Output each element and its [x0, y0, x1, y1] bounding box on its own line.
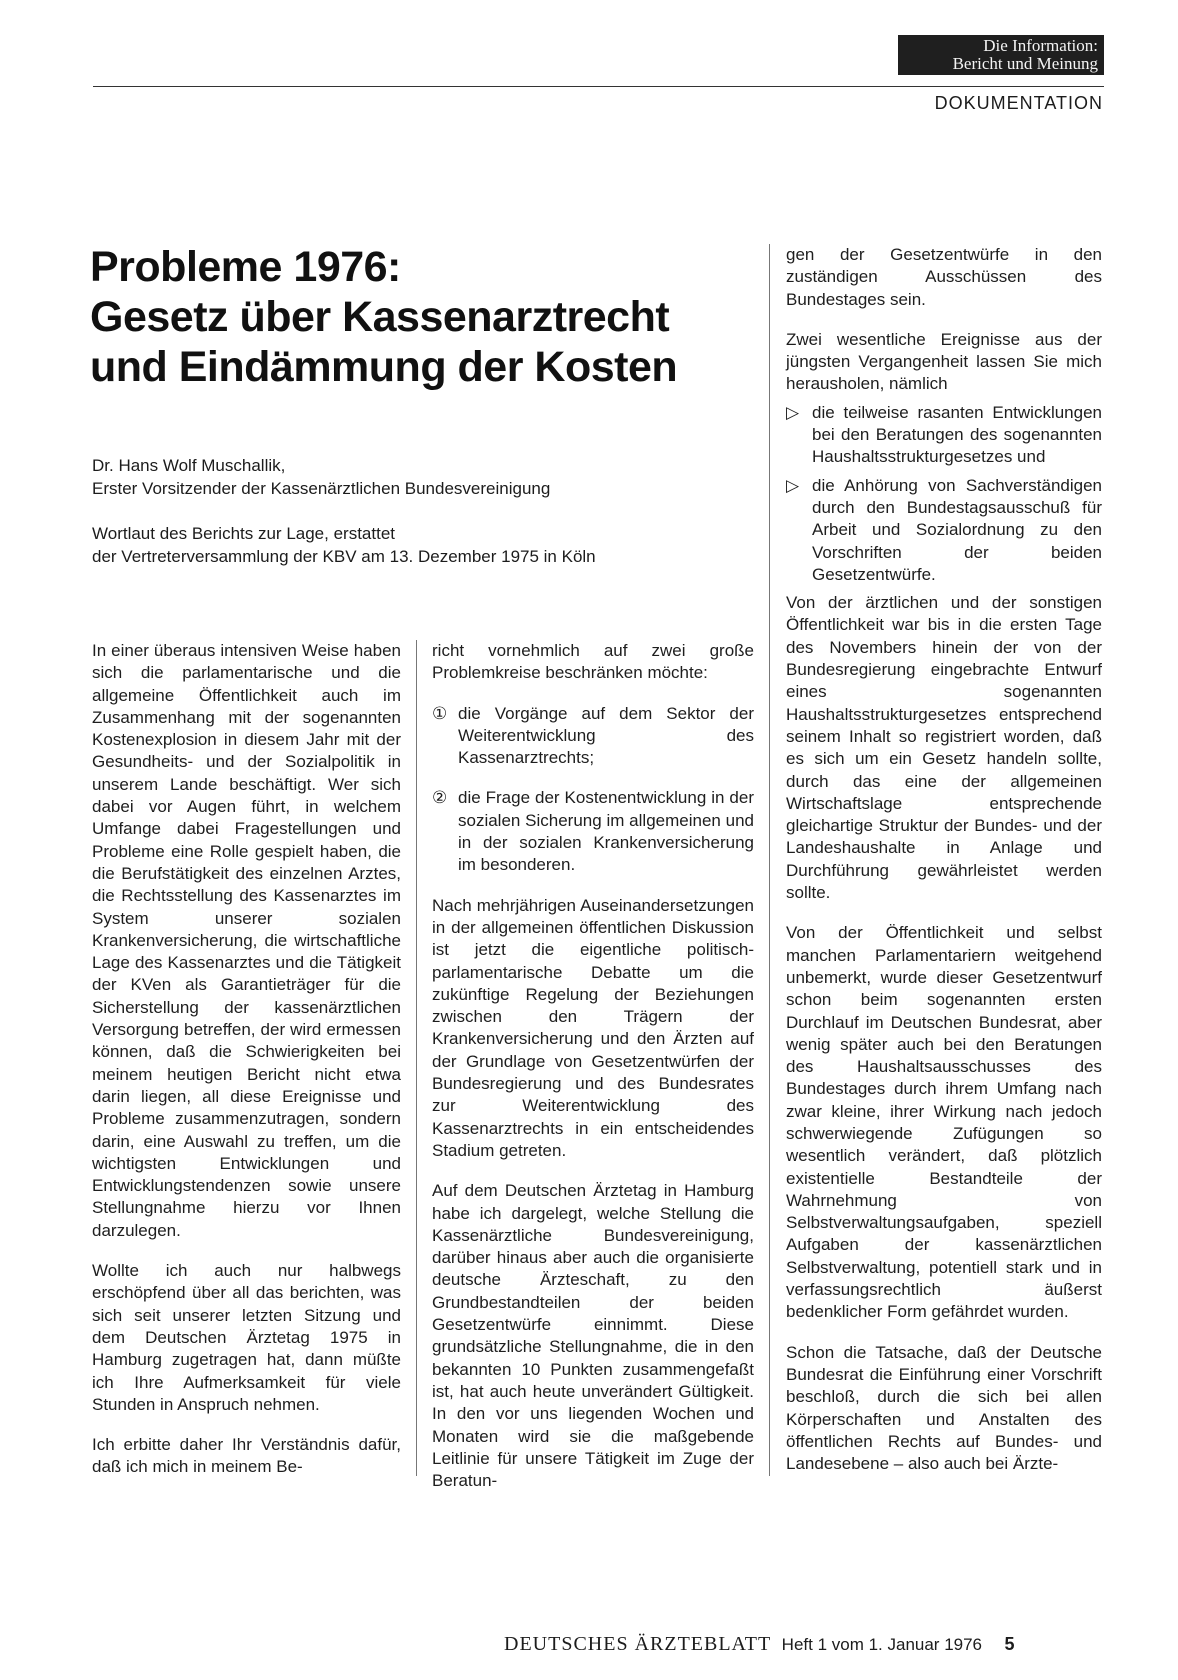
body-paragraph: Von der ärztlichen und der sonstigen Öffentlichkeit war bis in die ersten Tage des Novembers hinein der von der Bundesregierung eingebrachte Entwurf eines sogenannten Haushaltsstrukturgesetzes entsprechend seinem Inhalt so registriert worden, daß es sich um ein Gesetz handeln sollte, durch das eine der allgemeinen Wirtschaftslage entsprechende gleichartige Struktur der Bundes- und der Landeshaushalte in Anlage und Durchführung gewährleistet werden sollte.	[786, 593, 1102, 903]
column-divider	[416, 640, 417, 1476]
column-divider	[769, 244, 770, 1476]
item-number: ②	[432, 788, 448, 808]
numbered-item	[432, 703, 754, 770]
text-column-2	[432, 640, 754, 1492]
author-name: Dr. Hans Wolf Muschallik,	[92, 456, 286, 475]
author-role: Erster Vorsitzender der Kassenärztlichen Bundesvereinigung	[92, 479, 551, 498]
triangle-bullet-icon: ▷	[786, 475, 800, 495]
text-column-1	[92, 640, 401, 1479]
item-text: die Anhörung von Sachverständigen durch den Bundestagsausschuß für Arbeit und Sozialordnung zu den Vorschriften der beiden Gesetzentwürfe.	[812, 475, 1102, 584]
subtitle-line: Wortlaut des Berichts zur Lage, erstattet	[92, 524, 395, 543]
header-rule	[93, 86, 1104, 87]
rubric-box	[898, 35, 1104, 75]
item-number: ①	[432, 703, 448, 723]
rubric-line-2: Bericht und Meinung	[952, 54, 1098, 73]
numbered-item	[432, 787, 754, 876]
body-paragraph: gen der Gesetzentwürfe in den zuständigen Ausschüssen des Bundestages sein.	[786, 245, 1102, 309]
page-number: 5	[1004, 1634, 1015, 1654]
subtitle-line: der Vertreterversammlung der KBV am 13. Dezember 1975 in Köln	[92, 547, 596, 566]
rubric-line-1: Die Information:	[983, 36, 1098, 55]
bullet-item	[786, 402, 1102, 469]
body-paragraph: Nach mehrjährigen Auseinandersetzungen in der allgemeinen öffentlichen Diskussion ist jetzt die eigentliche politisch-parlamentarische Debatte um die zukünftige Regelung der Beziehungen zwischen den Trägern der Krankenversicherung und den Ärzten auf der Grundlage von Gesetzentwürfen der Bundesregierung und des Bundesrates zur Weiterentwicklung des Kassenarztrechts in ein entscheidendes Stadium getreten.	[432, 895, 754, 1160]
page-footer	[504, 1633, 1014, 1656]
title-line: Gesetz über Kassenarztrecht	[90, 293, 670, 341]
author-byline	[92, 454, 732, 500]
item-text: die teilweise rasanten Entwicklungen bei den Beratungen des sogenannten Haushaltsstrukturgesetzes und	[812, 402, 1102, 467]
issue-info: Heft 1 vom 1. Januar 1976	[781, 1635, 983, 1654]
item-text: die Frage der Kostenentwicklung in der sozialen Sicherung im allgemeinen und in der sozialen Krankenversicherung im besonderen.	[458, 788, 754, 875]
text-column-3	[786, 244, 1102, 1475]
body-paragraph: Schon die Tatsache, daß der Deutsche Bundesrat die Einführung einer Vorschrift beschloß, durch die sich bei allen Körperschaften und Anstalten des öffentlichen Rechts auf Bundes- und Landesebene – also auch bei Ärzte-	[786, 1342, 1102, 1474]
item-text: die Vorgänge auf dem Sektor der Weiterentwicklung des Kassenarztrechts;	[458, 703, 754, 768]
section-label: DOKUMENTATION	[934, 93, 1103, 113]
body-paragraph: Ich erbitte daher Ihr Verständnis dafür, daß ich mich in meinem Be-	[92, 1435, 401, 1477]
title-line: Probleme 1976:	[90, 243, 401, 291]
body-paragraph: Von der Öffentlichkeit und selbst manchen Parlamentariern weitgehend unbemerkt, wurde dieser Gesetzentwurf schon beim sogenannten ersten Durchlauf im Deutschen Bundesrat, aber wenig später auch bei den Beratungen des Haushaltsausschusses des Bundestages durch ihrem Umfang nach zwar kleine, ihrer Wirkung nach jedoch schwerwiegende Zufügungen so wesentlich verändert, daß plötzlich existentielle Bestandteile der Wahrnehmung von Selbstverwaltungsaufgaben, speziell Aufgaben der kassenärztlichen Selbstverwaltung, potentiell stark und in verfassungsrechtlich äußerst bedenklicher Form gefährdet wurden.	[786, 923, 1102, 1322]
article-subtitle	[92, 522, 732, 568]
body-paragraph: Auf dem Deutschen Ärztetag in Hamburg habe ich dargelegt, welche Stellung die Kassenärztliche Bundesvereinigung, darüber hinaus aber auch die organisierte deutsche Ärzteschaft, zu den Grundbestandteilen der beiden Gesetzentwürfe einnimmt. Diese grundsätzliche Stellungnahme, die in den bekannten 10 Punkten zusammengefaßt ist, hat auch heute unverändert Gültigkeit. In den vor uns liegenden Wochen und Monaten wird sie die maßgebende Leitlinie für unsere Tätigkeit im Zuge der Beratun-	[432, 1181, 754, 1491]
title-line: und Eindämmung der Kosten	[90, 343, 678, 391]
body-paragraph: Wollte ich auch nur halbwegs erschöpfend über all das berichten, was sich seit unserer letzten Sitzung und dem Deutschen Ärztetag 1975 in Hamburg zugetragen hat, dann müßte ich Ihre Aufmerksamkeit für viele Stunden in Anspruch nehmen.	[92, 1261, 401, 1414]
journal-name: DEUTSCHES ÄRZTEBLATT	[504, 1633, 772, 1655]
bullet-item	[786, 475, 1102, 586]
triangle-bullet-icon: ▷	[786, 402, 800, 422]
body-paragraph: richt vornehmlich auf zwei große Problemkreise beschränken möchte:	[432, 641, 754, 683]
body-paragraph: Zwei wesentliche Ereignisse aus der jüngsten Vergangenheit lassen Sie mich herausholen, nämlich	[786, 329, 1102, 394]
article-title	[90, 242, 750, 392]
body-paragraph: In einer überaus intensiven Weise haben sich die parlamentarische und die allgemeine Öffentlichkeit auch im Zusammenhang mit der sogenannten Kostenexplosion in diesem Jahr mit der Gesundheits- und der Sozialpolitik in unserem Lande beschäftigt. Wer sich dabei vor Augen führt, in welchem Umfange dabei Fragestellungen und Probleme eine Rolle gespielt haben, die die Berufstätigkeit des einzelnen Arztes, die Rechtsstellung des Kassenarztes im System unserer sozialen Krankenversicherung, die wirtschaftliche Lage des Kassenarztes und die Tätigkeit der KVen als Garantieträger für die Sicherstellung der kassenärztlichen Versorgung betreffen, der wird ermessen können, daß die Schwierigkeiten bei meinem heutigen Bericht nicht etwa darin liegen, all diese Ereignisse und Probleme zusammenzutragen, sondern darin, eine Auswahl zu treffen, um die wichtigsten Entwicklungen und Entwicklungstendenzen sowie unsere Stellungnahme hierzu vor Ihnen darzulegen.	[92, 641, 401, 1240]
